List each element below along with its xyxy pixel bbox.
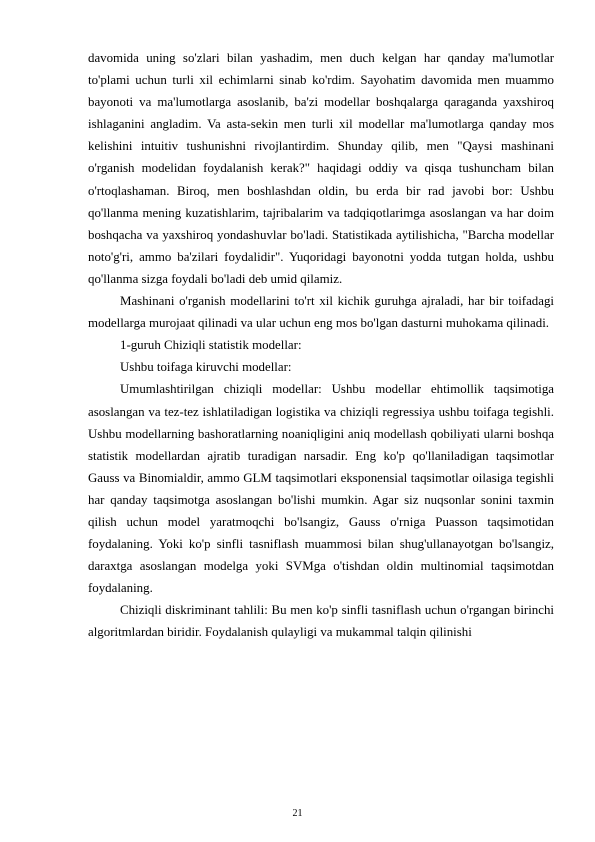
paragraph-group-1-heading: 1-guruh Chiziqli statistik modellar: [120, 338, 302, 353]
paragraph-generalized-linear-models: Umumlashtirilgan chiziqli modellar: Ushbu modellar ehtimollik taqsimotiga asoslangan va tez-tez ishlatiladigan logistika va chiziqli regressiya ushbu toifaga tegishli. Ushbu modellarning bashoratlarning noaniqligini aniq modellash qobiliyati ularni boshqa statistik modellardan ajratib turadigan narsadir. Eng ko'p qo'llaniladigan taqsimotlar Gauss va Binomialdir, ammo GLM taqsimotlari eksponensial taqsimotlar oilasiga tegishli har qanday taqsimotga asoslangan bo'lishi mumkin. Agar siz nuqsonlar sonini taxmin qilish uchun model yaratmoqchi bo'lsangiz, Gauss o'rniga Puasson taqsimotidan foydalaning. Yoki ko'p sinfli tasniflash muammosi bilan shug'ullanayotgan bo'lsangiz, daraxtga asoslangan modelga yoki SVMga o'tishdan oldin multinomial taqsimotdan foydalaning. [88, 382, 554, 596]
page-number: 21 [292, 808, 303, 819]
paragraph-model-groups: Mashinani o'rganish modellarini to'rt xil kichik guruhga ajraladi, har bir toifadagi modellarga murojaat qilinadi va ular uchun eng mos bo'lgan dasturni muhokama qilinadi. [88, 294, 554, 331]
paragraph-continuation: davomida uning so'zlari bilan yashadim, men duch kelgan har qanday ma'lumotlar to'plami uchun turli xil echimlarni sinab ko'rdim. Sayohatim davomida men muammo bayonoti va ma'lumotlarga asoslanib, ba'zi modellar boshqalarga qaraganda yaxshiroq ishlaganini angladim. Va asta-sekin men turli xil modellar ma'lumotlarga qanday mos kelishini intuitiv tushunishni rivojlantirdim. Shunday qilib, men "Qaysi mashinani o'rganish modelidan foydalanish kerak?" haqidagi oddiy va qisqa tushuncham bilan o'rtoqlashaman. Biroq, men boshlashdan oldin, bu erda bir rad javobi bor: Ushbu qo'llanma mening kuzatishlarim, tajribalarim va tadqiqotlarimga asoslangan va har doim boshqacha va yaxshiroq yondashuvlar bo'ladi. Statistikada aytilishicha, "Barcha modellar noto'g'ri, ammo ba'zilari foydalidir". Yuqoridagi bayonotni yodda tutgan holda, ushbu qo'llanma sizga foydali bo'ladi deb umid qilamiz. [88, 51, 554, 286]
paragraph-category-intro: Ushbu toifaga kiruvchi modellar: [120, 360, 292, 375]
document-body [88, 47, 554, 644]
paragraph-linear-discriminant-analysis: Chiziqli diskriminant tahlili: Bu men ko'p sinfli tasniflash uchun o'rgangan birinchi algoritmlardan biridir. Foydalanish qulayligi va mukammal talqin qilinishi [88, 603, 554, 640]
